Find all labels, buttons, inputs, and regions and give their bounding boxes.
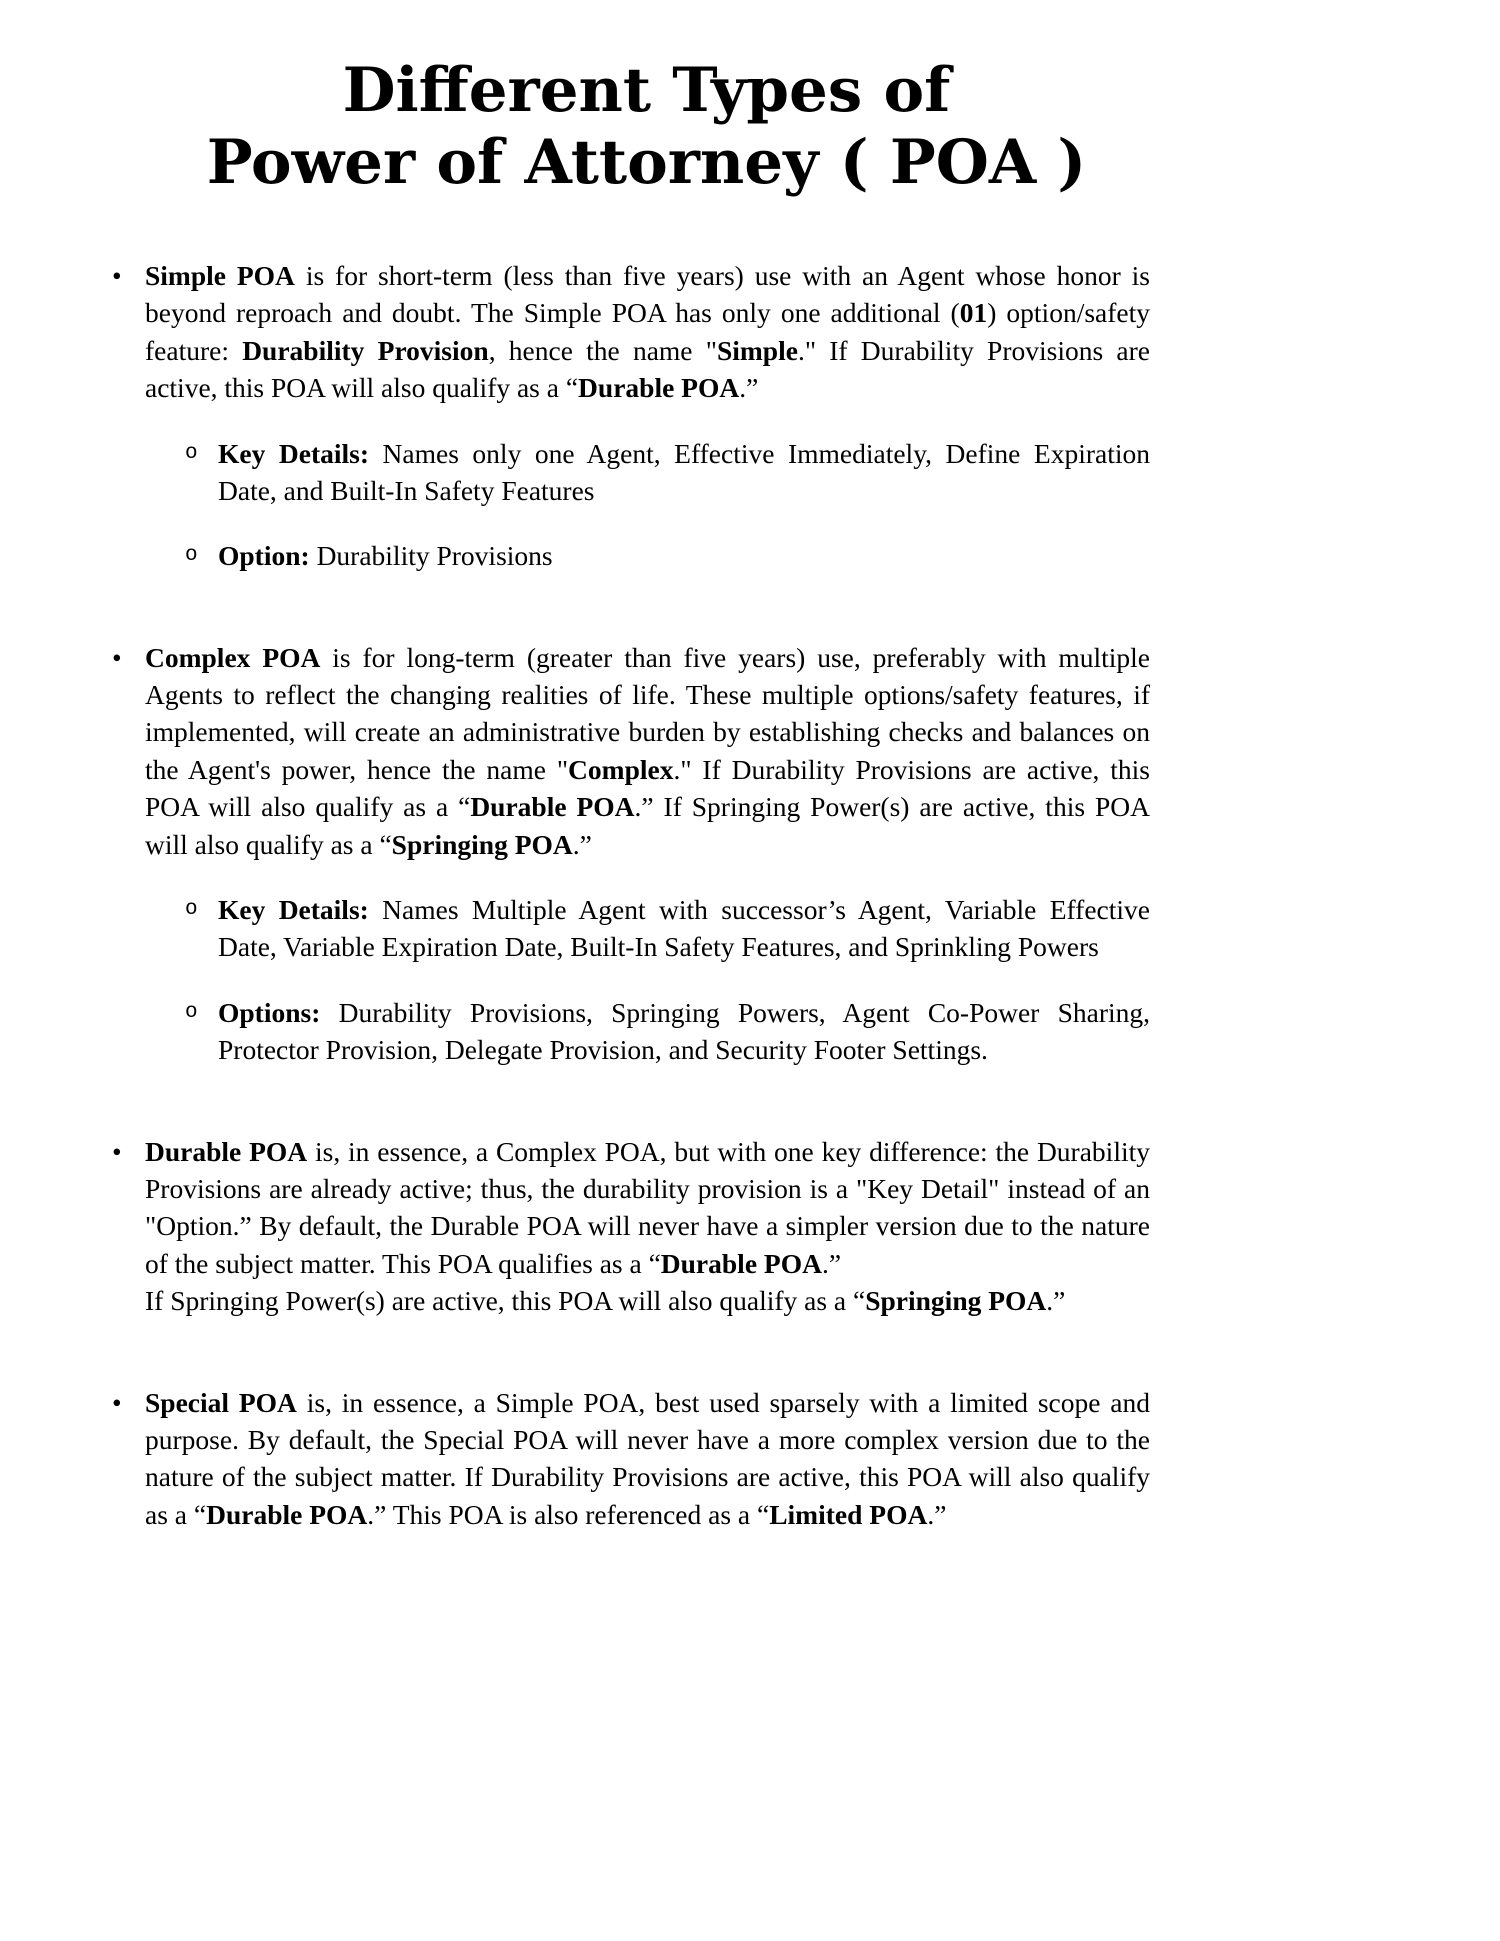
document-body: [112, 257, 1150, 1533]
paragraph-line: [218, 537, 1150, 574]
sub-bullet-text: [218, 994, 1150, 1069]
bullet-list-item: [112, 639, 1150, 863]
title-line-2: Power of Attorney ( POA ): [206, 126, 1087, 198]
bold-text: Springing POA: [391, 828, 573, 860]
sub-bullet-list-item: [185, 891, 1150, 966]
sub-bullet-list-item: [185, 994, 1150, 1069]
body-text: .”: [572, 828, 592, 860]
body-text: is for long-term (greater than five years) use, preferably with multiple Agents to reflect the changing realities of life. These multiple options/safety features, if implemented, will create an administrative burden by establishing checks and balances on the Agent's power, hence the name ": [145, 641, 1151, 785]
body-text: is, in essence, a Simple POA, best used sparsely with a limited scope and purpose. By default, the Special POA will never have a more complex version due to the nature of the subject matter. If Durability Provisions are active, this POA will also qualify as a “: [145, 1386, 1150, 1530]
bullet-icon: •: [112, 259, 122, 291]
paragraph-line: [145, 257, 1150, 407]
poa-section: [112, 639, 1150, 1069]
body-text: If Springing Power(s) are active, this POA will also qualify as a “: [145, 1285, 866, 1317]
sub-bullet-text: [218, 435, 1150, 510]
sub-bullet-icon: o: [185, 441, 198, 465]
body-text: ." If Durability Provisions are active, this POA will also qualify as a “: [145, 753, 1150, 823]
body-text: is for short-term (less than five years) use with an Agent whose honor is beyond reproach and doubt. The Simple POA has only one additional (: [145, 259, 1150, 329]
bold-text: Special POA: [145, 1386, 297, 1418]
sub-bullet-text: [218, 891, 1150, 966]
paragraph-line: [145, 1384, 1150, 1534]
bold-text: Key Details:: [218, 437, 369, 469]
sub-bullet-text: [218, 537, 1150, 574]
bullet-icon: •: [112, 1386, 122, 1418]
poa-section: [112, 1133, 1150, 1320]
bold-text: Complex: [568, 753, 674, 785]
body-text: is, in essence, a Complex POA, but with one key difference: the Durability Provisions are already active; thus, the durability provision is a "Key Detail" instead of an "Option.” By default, the Durable POA will never have a simpler version due to the nature of the subject matter. This POA qualifies as a “: [145, 1135, 1150, 1279]
bullet-list-item: [112, 1384, 1150, 1534]
bold-text: Simple POA: [145, 259, 295, 291]
bold-text: Options:: [218, 996, 321, 1028]
bold-text: Springing POA: [865, 1285, 1047, 1317]
body-text: Durability Provisions: [309, 540, 553, 572]
bold-text: Durable POA: [578, 372, 740, 404]
body-text: .”: [927, 1498, 947, 1530]
bold-text: Key Details:: [218, 894, 369, 926]
bullet-list-item: [112, 1133, 1150, 1320]
body-text: .”: [739, 372, 759, 404]
body-text: .”: [1046, 1285, 1066, 1317]
paragraph-line: [145, 639, 1150, 863]
bullet-paragraph: [145, 1384, 1150, 1534]
body-text: ." If Durability Provisions are active, this POA will also qualify as a “: [145, 334, 1150, 404]
body-text: .” If Springing Power(s) are active, this POA will also qualify as a “: [145, 791, 1150, 860]
bullet-list-item: [112, 257, 1150, 407]
bold-text: Durable POA: [660, 1247, 822, 1279]
poa-section: [112, 257, 1150, 575]
bold-text: Limited POA: [769, 1498, 928, 1530]
sub-bullet-list-item: [185, 537, 1150, 574]
title-line-1: Different Types of: [342, 55, 951, 126]
bullet-paragraph: [145, 639, 1150, 863]
bold-text: Durable POA: [470, 791, 635, 823]
bold-text: 01: [959, 297, 988, 329]
bold-text: Durability Provision: [242, 334, 489, 366]
paragraph-line: [145, 1282, 1150, 1319]
body-text: Names Multiple Agent with successor’s Agent, Variable Effective Date, Variable Expiration Date, Built-In Safety Features, and Sprinkling Powers: [218, 894, 1150, 963]
sub-bullet-icon: o: [185, 898, 198, 922]
sub-bullet-icon: o: [185, 544, 198, 568]
body-text: Durability Provisions, Springing Powers, Agent Co-Power Sharing, Protector Provision, Delegate Provision, and Security Footer Settings.: [218, 996, 1150, 1066]
bold-text: Durable POA: [206, 1498, 368, 1530]
sub-bullet-icon: o: [185, 1000, 198, 1024]
bullet-icon: •: [112, 641, 122, 673]
body-text: .”: [821, 1247, 842, 1279]
bold-text: Durable POA: [145, 1135, 308, 1167]
body-text: , hence the name ": [488, 334, 717, 366]
document-title: [143, 55, 1150, 199]
bullet-paragraph: [145, 257, 1150, 407]
body-text: .” This POA is also referenced as a “: [367, 1498, 770, 1530]
bold-text: Simple: [716, 334, 798, 366]
paragraph-line: [218, 435, 1150, 510]
body-text: Names only one Agent, Effective Immediately, Define Expiration Date, and Built-In Safety Features: [218, 437, 1150, 506]
bold-text: Complex POA: [145, 641, 321, 673]
body-text: ) option/safety feature:: [145, 297, 1151, 366]
bullet-icon: •: [112, 1135, 122, 1167]
paragraph-line: [145, 1133, 1150, 1283]
paragraph-line: [218, 994, 1150, 1069]
paragraph-line: [218, 891, 1150, 966]
poa-section: [112, 1384, 1150, 1534]
sub-bullet-list-item: [185, 435, 1150, 510]
bullet-paragraph: [145, 1133, 1150, 1320]
bold-text: Option:: [218, 540, 310, 572]
